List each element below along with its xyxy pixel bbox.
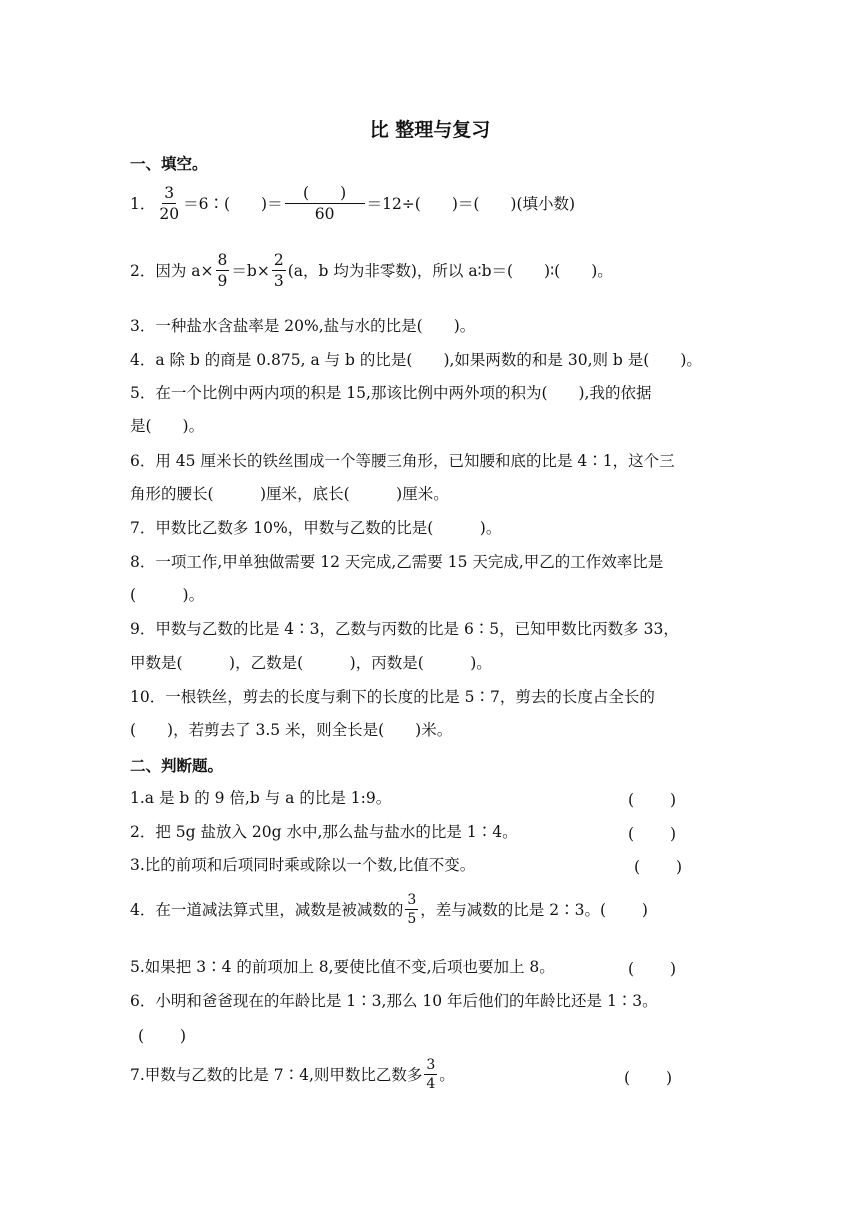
judgment-4: 4．在一道减法算式里，减数是被减数的 $\frac{3}{5}$ ，差与减数的比是 2∶3。( )	[130, 892, 648, 927]
question-9-line-1: 9．甲数与乙数的比是 4∶3，乙数与丙数的比是 6∶5，已知甲数比丙数多 33，	[130, 620, 679, 638]
question-8-line-2: ( )。	[130, 586, 205, 604]
question-5-line-2: 是( )。	[130, 417, 205, 435]
page-title: 比 整理与复习	[369, 119, 491, 141]
question-10-line-1: 10．一根铁丝，剪去的长度与剩下的长度的比是 5∶7，剪去的长度占全长的	[130, 688, 655, 706]
judgment-2-answer-blank: ( )	[628, 825, 677, 843]
fraction-8-9: $\frac{8}{9}$	[217, 251, 228, 290]
judgment-1: 1.a 是 b 的 9 倍,b 与 a 的比是 1:9。	[130, 789, 392, 807]
question-5-line-1: 5．在一个比例中两内项的积是 15,那该比例中两外项的积为( ),我的依据	[130, 384, 652, 402]
question-4: 4．a 除 b 的商是 0.875, a 与 b 的比是( ),如果两数的和是 30,则 b 是( )。	[130, 351, 702, 369]
judgment-2: 2．把 5g 盐放入 20g 水中,那么盐与盐水的比是 1∶4。	[130, 823, 518, 841]
section-fill-in-heading: 一、填空。	[130, 155, 208, 173]
judgment-3: 3.比的前项和后项同时乘或除以一个数,比值不变。	[130, 856, 476, 874]
question-1: 1． $\frac{3}{20}$ ＝6∶( )＝ $\frac{( )}{60}$ ＝12÷( )＝( )(填小数)	[130, 184, 576, 223]
fraction-blank-60: $\frac{( )}{60}$	[285, 185, 365, 222]
question-7: 7．甲数比乙数多 10%，甲数与乙数的比是( )。	[130, 519, 502, 537]
judgment-5-answer-blank: ( )	[628, 960, 677, 978]
judgment-7: 7.甲数与乙数的比是 7∶4,则甲数比乙数多 $\frac{3}{4}$ 。	[130, 1057, 455, 1092]
judgment-6: 6．小明和爸爸现在的年龄比是 1∶3,那么 10 年后他们的年龄比还是 1∶3。	[130, 992, 658, 1010]
judgment-1-answer-blank: ( )	[628, 791, 677, 809]
judgment-3-answer-blank: ( )	[634, 858, 683, 876]
question-10-line-2: ( )，若剪去了 3.5 米，则全长是( )米。	[130, 721, 453, 739]
fraction-3-20: $\frac{3}{20}$	[159, 184, 180, 223]
question-3: 3．一种盐水含盐率是 20%,盐与水的比是( )。	[130, 317, 476, 335]
question-8-line-1: 8．一项工作,甲单独做需要 12 天完成,乙需要 15 天完成,甲乙的工作效率比是	[130, 553, 664, 571]
question-9-line-2: 甲数是( )，乙数是( )，丙数是( )。	[130, 654, 492, 672]
section-judgment-heading: 二、判断题。	[130, 757, 224, 775]
fraction-3-5: $\frac{3}{5}$	[407, 892, 417, 927]
fraction-2-3: $\frac{2}{3}$	[273, 251, 284, 290]
question-6-line-2: 角形的腰长( )厘米，底长( )厘米。	[130, 485, 449, 503]
judgment-5: 5.如果把 3∶4 的前项加上 8,要使比值不变,后项也要加上 8。	[130, 958, 555, 976]
question-6-line-1: 6．用 45 厘米长的铁丝围成一个等腰三角形，已知腰和底的比是 4∶1，这个三	[130, 452, 675, 470]
fraction-3-4: $\frac{3}{4}$	[426, 1057, 436, 1092]
question-2: 2．因为 a× $\frac{8}{9}$ ＝b× $\frac{2}{3}$ (a，b 均为非零数)，所以 a∶b＝( )∶( )。	[130, 251, 613, 290]
judgment-7-answer-blank: ( )	[624, 1069, 673, 1087]
judgment-6-answer-blank: ( )	[138, 1027, 187, 1045]
